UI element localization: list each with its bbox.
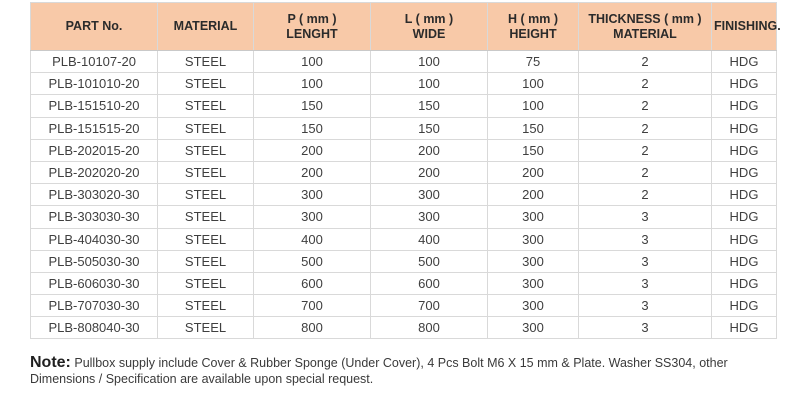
header-thickness-label: MATERIAL (613, 26, 677, 41)
cell-height: 300 (488, 250, 579, 272)
cell-height: 100 (488, 73, 579, 95)
cell-height: 200 (488, 184, 579, 206)
cell-height: 100 (488, 95, 579, 117)
header-length-unit: P ( mm ) (287, 11, 337, 26)
cell-length: 300 (254, 184, 371, 206)
cell-thickness: 2 (579, 73, 712, 95)
cell-thickness: 2 (579, 139, 712, 161)
header-length (254, 3, 371, 51)
cell-material: STEEL (158, 139, 254, 161)
cell-part-no: PLB-151515-20 (31, 117, 158, 139)
cell-material: STEEL (158, 51, 254, 73)
header-material (158, 3, 254, 51)
footnote (30, 355, 780, 387)
table-row (31, 272, 777, 294)
cell-thickness: 2 (579, 95, 712, 117)
header-thickness-unit: THICKNESS ( mm ) (588, 11, 702, 26)
table-row (31, 161, 777, 183)
cell-finishing: HDG (712, 250, 777, 272)
cell-width: 150 (371, 117, 488, 139)
cell-thickness: 3 (579, 295, 712, 317)
table-row (31, 95, 777, 117)
cell-thickness: 3 (579, 317, 712, 339)
cell-length: 150 (254, 95, 371, 117)
cell-width: 200 (371, 161, 488, 183)
cell-thickness: 3 (579, 228, 712, 250)
table-row (31, 295, 777, 317)
cell-length: 700 (254, 295, 371, 317)
cell-material: STEEL (158, 184, 254, 206)
cell-height: 300 (488, 295, 579, 317)
table-row (31, 250, 777, 272)
header-part-no (31, 3, 158, 51)
header-row (31, 3, 777, 51)
table-row (31, 139, 777, 161)
table-row (31, 206, 777, 228)
cell-material: STEEL (158, 117, 254, 139)
cell-width: 800 (371, 317, 488, 339)
cell-material: STEEL (158, 73, 254, 95)
cell-thickness: 3 (579, 206, 712, 228)
cell-part-no: PLB-10107-20 (31, 51, 158, 73)
cell-material: STEEL (158, 250, 254, 272)
table-header (31, 3, 781, 51)
cell-length: 100 (254, 73, 371, 95)
cell-width: 700 (371, 295, 488, 317)
cell-width: 300 (371, 184, 488, 206)
cell-finishing: HDG (712, 206, 777, 228)
table-row (31, 73, 777, 95)
cell-part-no: PLB-303020-30 (31, 184, 158, 206)
cell-length: 200 (254, 139, 371, 161)
cell-length: 800 (254, 317, 371, 339)
cell-height: 75 (488, 51, 579, 73)
cell-length: 400 (254, 228, 371, 250)
cell-part-no: PLB-101010-20 (31, 73, 158, 95)
cell-finishing: HDG (712, 161, 777, 183)
table-row (31, 51, 777, 73)
header-height-label: HEIGHT (509, 26, 557, 41)
cell-height: 300 (488, 228, 579, 250)
header-height-unit: H ( mm ) (508, 11, 558, 26)
header-finishing-label: FINISHING. (714, 19, 781, 33)
cell-finishing: HDG (712, 317, 777, 339)
cell-width: 150 (371, 95, 488, 117)
cell-material: STEEL (158, 95, 254, 117)
header-width-label: WIDE (412, 26, 446, 41)
cell-height: 150 (488, 117, 579, 139)
cell-width: 400 (371, 228, 488, 250)
cell-length: 200 (254, 161, 371, 183)
cell-width: 200 (371, 139, 488, 161)
cell-length: 500 (254, 250, 371, 272)
cell-part-no: PLB-202020-20 (31, 161, 158, 183)
cell-thickness: 2 (579, 117, 712, 139)
cell-width: 300 (371, 206, 488, 228)
header-height (488, 3, 579, 51)
header-width (371, 3, 488, 51)
table-row (31, 117, 777, 139)
table-row (31, 317, 777, 339)
table-row (31, 228, 777, 250)
cell-width: 100 (371, 73, 488, 95)
table-body (31, 51, 777, 339)
header-thickness (579, 3, 712, 51)
note-label: Note: (30, 354, 71, 371)
cell-height: 300 (488, 272, 579, 294)
cell-material: STEEL (158, 295, 254, 317)
cell-finishing: HDG (712, 117, 777, 139)
cell-height: 300 (488, 317, 579, 339)
cell-part-no: PLB-505030-30 (31, 250, 158, 272)
cell-part-no: PLB-808040-30 (31, 317, 158, 339)
cell-finishing: HDG (712, 51, 777, 73)
cell-finishing: HDG (712, 228, 777, 250)
spec-table-container (30, 2, 781, 339)
cell-part-no: PLB-707030-30 (31, 295, 158, 317)
pullbox-spec-table (30, 2, 781, 339)
cell-finishing: HDG (712, 184, 777, 206)
cell-thickness: 2 (579, 184, 712, 206)
table-row (31, 184, 777, 206)
cell-material: STEEL (158, 228, 254, 250)
cell-width: 600 (371, 272, 488, 294)
cell-length: 600 (254, 272, 371, 294)
cell-finishing: HDG (712, 272, 777, 294)
cell-part-no: PLB-303030-30 (31, 206, 158, 228)
header-width-unit: L ( mm ) (404, 11, 454, 26)
cell-thickness: 3 (579, 272, 712, 294)
cell-material: STEEL (158, 272, 254, 294)
cell-part-no: PLB-404030-30 (31, 228, 158, 250)
cell-finishing: HDG (712, 95, 777, 117)
cell-finishing: HDG (712, 139, 777, 161)
header-part-no-label: PART No. (65, 19, 123, 33)
cell-length: 100 (254, 51, 371, 73)
cell-height: 200 (488, 161, 579, 183)
cell-length: 150 (254, 117, 371, 139)
cell-part-no: PLB-606030-30 (31, 272, 158, 294)
cell-part-no: PLB-202015-20 (31, 139, 158, 161)
cell-finishing: HDG (712, 73, 777, 95)
cell-material: STEEL (158, 206, 254, 228)
cell-finishing: HDG (712, 295, 777, 317)
cell-part-no: PLB-151510-20 (31, 95, 158, 117)
note-text: Pullbox supply include Cover & Rubber Sponge (Under Cover), 4 Pcs Bolt M6 X 15 mm & Plate. Washer SS304, other Dimensions / Specification are available upon special request. (30, 356, 728, 386)
cell-thickness: 3 (579, 250, 712, 272)
header-finishing (712, 3, 781, 51)
cell-length: 300 (254, 206, 371, 228)
cell-height: 150 (488, 139, 579, 161)
cell-thickness: 2 (579, 161, 712, 183)
cell-thickness: 2 (579, 51, 712, 73)
cell-width: 100 (371, 51, 488, 73)
cell-material: STEEL (158, 161, 254, 183)
cell-width: 500 (371, 250, 488, 272)
header-material-label: MATERIAL (173, 19, 238, 33)
cell-height: 300 (488, 206, 579, 228)
cell-material: STEEL (158, 317, 254, 339)
header-length-label: LENGHT (286, 26, 338, 41)
